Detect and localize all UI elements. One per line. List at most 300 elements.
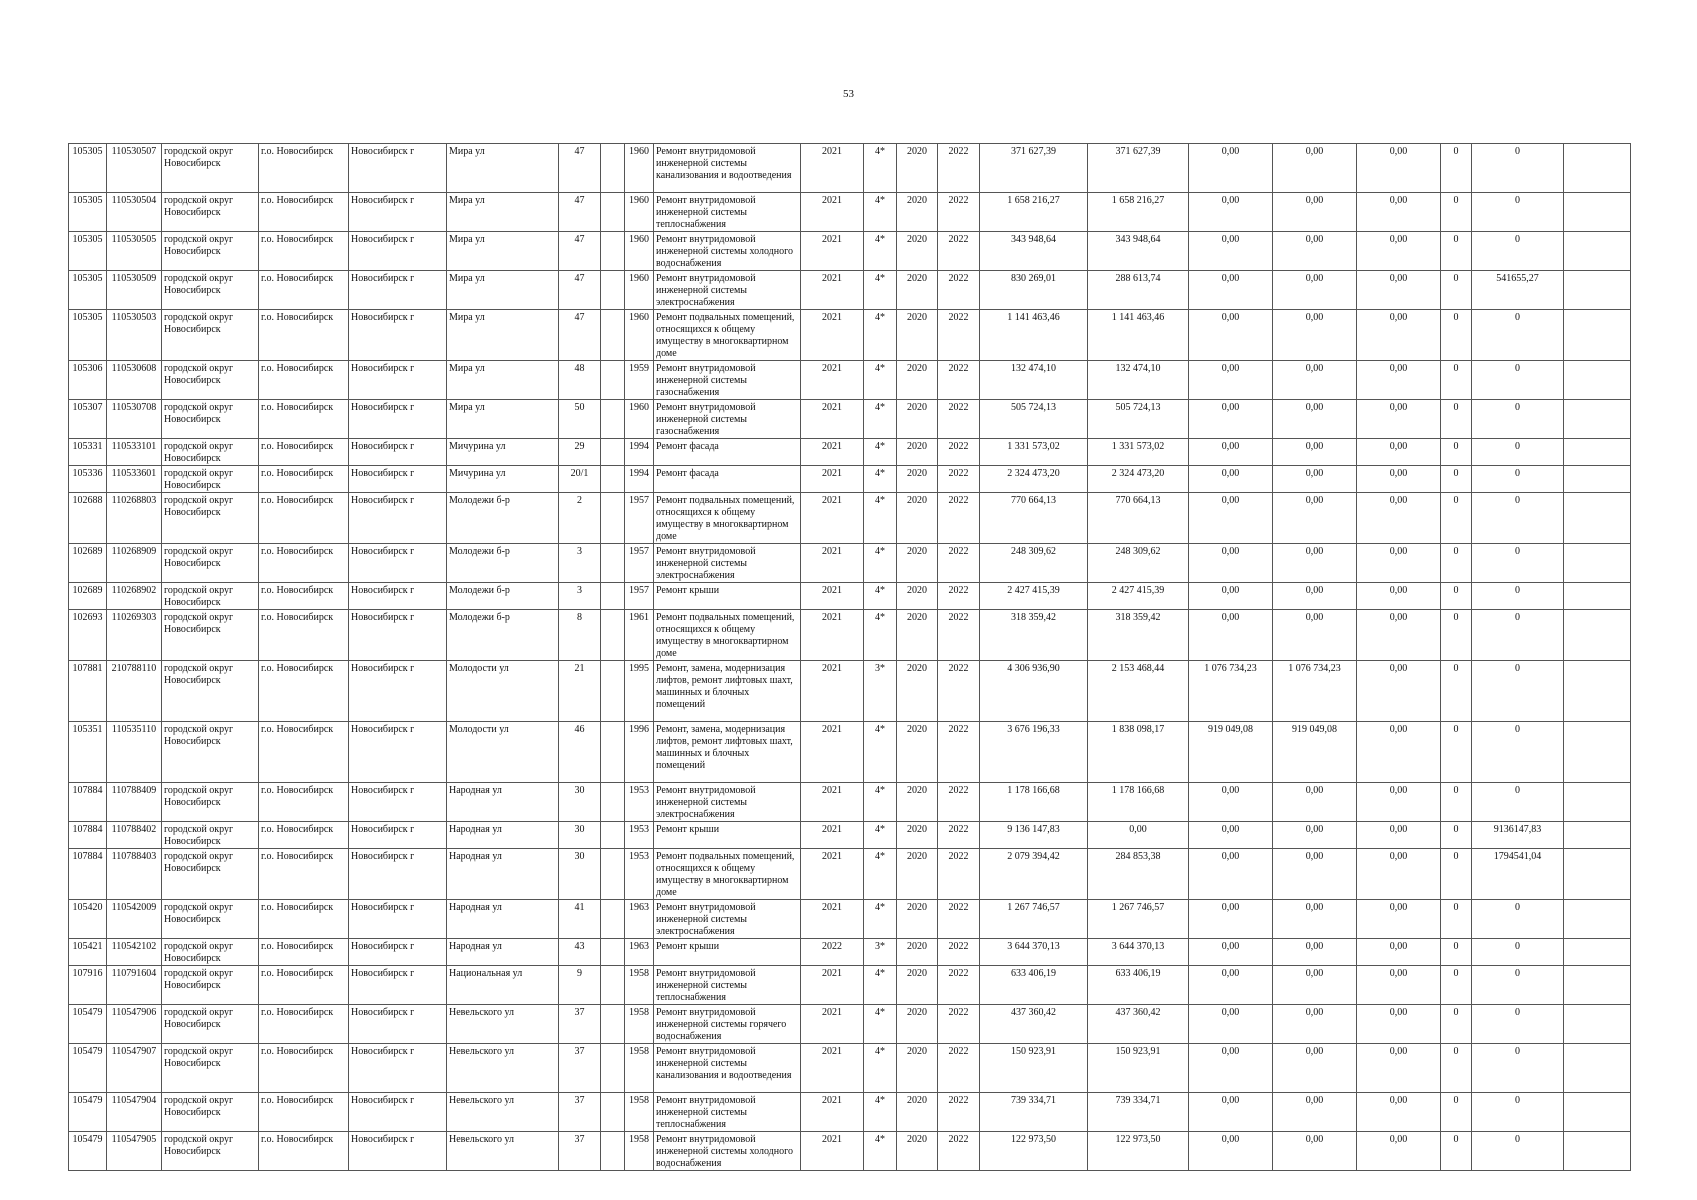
cell-fund-amount: 248 309,62	[1088, 544, 1189, 583]
cell-other-amount: 0	[1472, 361, 1564, 400]
cell-total-cost: 437 360,42	[980, 1005, 1088, 1044]
cell-federal-amount: 0,00	[1189, 966, 1273, 1005]
cell-start-year: 2020	[897, 1005, 938, 1044]
cell-local-amount: 0,00	[1357, 583, 1441, 610]
cell-local-amount: 0,00	[1357, 144, 1441, 193]
cell-record-id: 110533101	[107, 439, 162, 466]
cell-local-amount: 0,00	[1357, 232, 1441, 271]
cell-other-amount: 541655,27	[1472, 271, 1564, 310]
cell-owners-amount: 0	[1441, 1132, 1472, 1171]
cell-total-cost: 1 141 463,46	[980, 310, 1088, 361]
table-row	[69, 310, 1631, 361]
cell-municipality: городской округ Новосибирск	[162, 1005, 259, 1044]
cell-end-year: 2022	[938, 310, 980, 361]
cell-federal-amount: 0,00	[1189, 466, 1273, 493]
cell-record-id: 110791604	[107, 966, 162, 1005]
cell-work-type: Ремонт внутридомовой инженерной системы газоснабжения	[654, 361, 801, 400]
cell-local-amount: 0,00	[1357, 193, 1441, 232]
cell-local-amount: 0,00	[1357, 310, 1441, 361]
cell-municipality: городской округ Новосибирск	[162, 966, 259, 1005]
cell-fund-amount: 770 664,13	[1088, 493, 1189, 544]
cell-house-number: 47	[559, 271, 601, 310]
cell-year-built: 1957	[625, 493, 654, 544]
cell-end-year: 2022	[938, 1093, 980, 1132]
cell-regional-amount: 0,00	[1273, 466, 1357, 493]
cell-fund-amount: 1 141 463,46	[1088, 310, 1189, 361]
cell-plan-year: 2021	[801, 400, 864, 439]
cell-end-year: 2022	[938, 232, 980, 271]
cell-work-type: Ремонт внутридомовой инженерной системы электроснабжения	[654, 783, 801, 822]
cell-fund-amount: 0,00	[1088, 822, 1189, 849]
cell-regional-amount: 0,00	[1273, 400, 1357, 439]
cell-locality: Новосибирск г	[349, 939, 447, 966]
table-row	[69, 271, 1631, 310]
cell-street: Мира ул	[447, 193, 559, 232]
cell-note	[1564, 939, 1631, 966]
cell-plan-year: 2021	[801, 1044, 864, 1093]
cell-house-id: 105421	[69, 939, 107, 966]
cell-local-amount: 0,00	[1357, 939, 1441, 966]
cell-house-number: 3	[559, 583, 601, 610]
cell-local-amount: 0,00	[1357, 493, 1441, 544]
cell-other-amount: 0	[1472, 939, 1564, 966]
cell-district: г.о. Новосибирск	[259, 849, 349, 900]
cell-other-amount: 0	[1472, 900, 1564, 939]
cell-total-cost: 150 923,91	[980, 1044, 1088, 1093]
table-row	[69, 1005, 1631, 1044]
cell-end-year: 2022	[938, 966, 980, 1005]
cell-local-amount: 0,00	[1357, 849, 1441, 900]
cell-work-type: Ремонт, замена, модернизация лифтов, ремонт лифтовых шахт, машинных и блочных помещений	[654, 722, 801, 783]
cell-work-type: Ремонт внутридомовой инженерной системы электроснабжения	[654, 900, 801, 939]
cell-house-id: 107884	[69, 822, 107, 849]
cell-start-year: 2020	[897, 1044, 938, 1093]
cell-note	[1564, 544, 1631, 583]
cell-record-id: 110530507	[107, 144, 162, 193]
cell-fund-amount: 1 658 216,27	[1088, 193, 1189, 232]
cell-end-year: 2022	[938, 849, 980, 900]
cell-start-year: 2020	[897, 310, 938, 361]
cell-end-year: 2022	[938, 400, 980, 439]
cell-note	[1564, 610, 1631, 661]
cell-year-built: 1958	[625, 1044, 654, 1093]
cell-fund-amount: 2 427 415,39	[1088, 583, 1189, 610]
cell-local-amount: 0,00	[1357, 610, 1441, 661]
cell-building	[601, 610, 625, 661]
cell-municipality: городской округ Новосибирск	[162, 661, 259, 722]
cell-federal-amount: 0,00	[1189, 439, 1273, 466]
cell-note	[1564, 466, 1631, 493]
table-row	[69, 544, 1631, 583]
cell-end-year: 2022	[938, 271, 980, 310]
cell-building	[601, 966, 625, 1005]
cell-house-number: 37	[559, 1005, 601, 1044]
cell-start-year: 2020	[897, 271, 938, 310]
cell-note	[1564, 1005, 1631, 1044]
cell-other-amount: 0	[1472, 232, 1564, 271]
cell-year-built: 1957	[625, 544, 654, 583]
table-row	[69, 939, 1631, 966]
cell-house-number: 30	[559, 849, 601, 900]
cell-plan-year: 2021	[801, 1132, 864, 1171]
cell-total-cost: 1 658 216,27	[980, 193, 1088, 232]
cell-locality: Новосибирск г	[349, 661, 447, 722]
cell-year-built: 1996	[625, 722, 654, 783]
cell-note	[1564, 1093, 1631, 1132]
cell-regional-amount: 0,00	[1273, 583, 1357, 610]
cell-regional-amount: 0,00	[1273, 1132, 1357, 1171]
cell-regional-amount: 0,00	[1273, 1093, 1357, 1132]
cell-other-amount: 0	[1472, 144, 1564, 193]
cell-municipality: городской округ Новосибирск	[162, 1132, 259, 1171]
table-row	[69, 900, 1631, 939]
cell-building	[601, 1044, 625, 1093]
cell-record-id: 110542009	[107, 900, 162, 939]
cell-municipality: городской округ Новосибирск	[162, 939, 259, 966]
cell-end-year: 2022	[938, 1044, 980, 1093]
cell-end-year: 2022	[938, 661, 980, 722]
cell-other-amount: 0	[1472, 1093, 1564, 1132]
cell-house-id: 102688	[69, 493, 107, 544]
cell-record-id: 110268902	[107, 583, 162, 610]
cell-federal-amount: 0,00	[1189, 271, 1273, 310]
cell-house-number: 8	[559, 610, 601, 661]
cell-locality: Новосибирск г	[349, 310, 447, 361]
cell-start-year: 2020	[897, 822, 938, 849]
cell-regional-amount: 0,00	[1273, 1005, 1357, 1044]
cell-street: Молодости ул	[447, 722, 559, 783]
cell-building	[601, 661, 625, 722]
cell-regional-amount: 0,00	[1273, 439, 1357, 466]
cell-municipality: городской округ Новосибирск	[162, 544, 259, 583]
cell-building	[601, 722, 625, 783]
cell-end-year: 2022	[938, 439, 980, 466]
cell-plan-year: 2021	[801, 310, 864, 361]
cell-street: Невельского ул	[447, 1044, 559, 1093]
cell-municipality: городской округ Новосибирск	[162, 466, 259, 493]
cell-district: г.о. Новосибирск	[259, 144, 349, 193]
cell-work-type: Ремонт внутридомовой инженерной системы газоснабжения	[654, 400, 801, 439]
cell-other-amount: 0	[1472, 783, 1564, 822]
cell-note	[1564, 144, 1631, 193]
cell-local-amount: 0,00	[1357, 822, 1441, 849]
cell-work-type: Ремонт, замена, модернизация лифтов, ремонт лифтовых шахт, машинных и блочных помещений	[654, 661, 801, 722]
cell-fund-amount: 3 644 370,13	[1088, 939, 1189, 966]
cell-regional-amount: 0,00	[1273, 939, 1357, 966]
cell-total-cost: 2 324 473,20	[980, 466, 1088, 493]
cell-owners-amount: 0	[1441, 1093, 1472, 1132]
cell-work-type: Ремонт подвальных помещений, относящихся к общему имуществу в многоквартирном доме	[654, 310, 801, 361]
cell-district: г.о. Новосибирск	[259, 1093, 349, 1132]
cell-start-year: 2020	[897, 783, 938, 822]
cell-fund-amount: 122 973,50	[1088, 1132, 1189, 1171]
cell-priority: 4*	[864, 900, 897, 939]
cell-municipality: городской округ Новосибирск	[162, 1044, 259, 1093]
cell-total-cost: 4 306 936,90	[980, 661, 1088, 722]
cell-record-id: 110788409	[107, 783, 162, 822]
cell-building	[601, 783, 625, 822]
cell-priority: 4*	[864, 400, 897, 439]
cell-record-id: 110547906	[107, 1005, 162, 1044]
cell-local-amount: 0,00	[1357, 783, 1441, 822]
cell-house-id: 105420	[69, 900, 107, 939]
cell-other-amount: 0	[1472, 193, 1564, 232]
cell-house-id: 107916	[69, 966, 107, 1005]
cell-total-cost: 3 676 196,33	[980, 722, 1088, 783]
cell-house-number: 50	[559, 400, 601, 439]
cell-house-number: 46	[559, 722, 601, 783]
cell-start-year: 2020	[897, 232, 938, 271]
table-row	[69, 583, 1631, 610]
cell-plan-year: 2021	[801, 193, 864, 232]
cell-district: г.о. Новосибирск	[259, 610, 349, 661]
cell-regional-amount: 0,00	[1273, 232, 1357, 271]
cell-end-year: 2022	[938, 544, 980, 583]
cell-fund-amount: 1 331 573,02	[1088, 439, 1189, 466]
cell-street: Невельского ул	[447, 1093, 559, 1132]
cell-regional-amount: 0,00	[1273, 822, 1357, 849]
cell-district: г.о. Новосибирск	[259, 439, 349, 466]
cell-plan-year: 2021	[801, 722, 864, 783]
cell-end-year: 2022	[938, 1005, 980, 1044]
cell-total-cost: 343 948,64	[980, 232, 1088, 271]
cell-district: г.о. Новосибирск	[259, 466, 349, 493]
cell-plan-year: 2021	[801, 271, 864, 310]
table-row	[69, 361, 1631, 400]
cell-other-amount: 0	[1472, 1044, 1564, 1093]
cell-street: Молодежи б-р	[447, 544, 559, 583]
cell-note	[1564, 310, 1631, 361]
cell-start-year: 2020	[897, 661, 938, 722]
cell-note	[1564, 493, 1631, 544]
cell-priority: 4*	[864, 822, 897, 849]
cell-street: Мира ул	[447, 144, 559, 193]
cell-owners-amount: 0	[1441, 493, 1472, 544]
cell-fund-amount: 150 923,91	[1088, 1044, 1189, 1093]
cell-house-number: 41	[559, 900, 601, 939]
cell-local-amount: 0,00	[1357, 1044, 1441, 1093]
cell-regional-amount: 0,00	[1273, 610, 1357, 661]
cell-end-year: 2022	[938, 193, 980, 232]
cell-locality: Новосибирск г	[349, 544, 447, 583]
cell-end-year: 2022	[938, 493, 980, 544]
cell-regional-amount: 0,00	[1273, 271, 1357, 310]
cell-street: Народная ул	[447, 849, 559, 900]
cell-note	[1564, 849, 1631, 900]
cell-plan-year: 2021	[801, 232, 864, 271]
cell-building	[601, 900, 625, 939]
cell-note	[1564, 966, 1631, 1005]
cell-district: г.о. Новосибирск	[259, 493, 349, 544]
cell-district: г.о. Новосибирск	[259, 783, 349, 822]
cell-local-amount: 0,00	[1357, 466, 1441, 493]
cell-work-type: Ремонт крыши	[654, 822, 801, 849]
cell-start-year: 2020	[897, 939, 938, 966]
cell-work-type: Ремонт внутридомовой инженерной системы канализования и водоотведения	[654, 1044, 801, 1093]
cell-work-type: Ремонт внутридомовой инженерной системы теплоснабжения	[654, 966, 801, 1005]
table-row	[69, 849, 1631, 900]
cell-street: Молодости ул	[447, 661, 559, 722]
cell-record-id: 110530608	[107, 361, 162, 400]
cell-plan-year: 2021	[801, 583, 864, 610]
cell-house-id: 102689	[69, 544, 107, 583]
cell-other-amount: 0	[1472, 661, 1564, 722]
cell-owners-amount: 0	[1441, 610, 1472, 661]
cell-note	[1564, 661, 1631, 722]
cell-total-cost: 122 973,50	[980, 1132, 1088, 1171]
cell-fund-amount: 437 360,42	[1088, 1005, 1189, 1044]
cell-house-id: 105305	[69, 271, 107, 310]
cell-house-number: 43	[559, 939, 601, 966]
cell-fund-amount: 2 324 473,20	[1088, 466, 1189, 493]
cell-fund-amount: 371 627,39	[1088, 144, 1189, 193]
cell-end-year: 2022	[938, 783, 980, 822]
cell-locality: Новосибирск г	[349, 610, 447, 661]
cell-note	[1564, 400, 1631, 439]
cell-street: Народная ул	[447, 783, 559, 822]
cell-other-amount: 0	[1472, 493, 1564, 544]
cell-house-number: 47	[559, 193, 601, 232]
cell-owners-amount: 0	[1441, 439, 1472, 466]
cell-other-amount: 0	[1472, 466, 1564, 493]
cell-priority: 4*	[864, 610, 897, 661]
cell-priority: 4*	[864, 361, 897, 400]
cell-federal-amount: 0,00	[1189, 310, 1273, 361]
cell-street: Молодежи б-р	[447, 610, 559, 661]
cell-other-amount: 0	[1472, 1005, 1564, 1044]
cell-owners-amount: 0	[1441, 583, 1472, 610]
cell-record-id: 210788110	[107, 661, 162, 722]
cell-federal-amount: 0,00	[1189, 232, 1273, 271]
cell-work-type: Ремонт внутридомовой инженерной системы теплоснабжения	[654, 1093, 801, 1132]
page-number: 53	[843, 88, 854, 100]
cell-start-year: 2020	[897, 144, 938, 193]
table-row	[69, 822, 1631, 849]
cell-record-id: 110269303	[107, 610, 162, 661]
cell-locality: Новосибирск г	[349, 783, 447, 822]
cell-building	[601, 400, 625, 439]
table-row	[69, 661, 1631, 722]
cell-year-built: 1953	[625, 783, 654, 822]
cell-fund-amount: 1 267 746,57	[1088, 900, 1189, 939]
table-row	[69, 722, 1631, 783]
cell-locality: Новосибирск г	[349, 439, 447, 466]
table-row	[69, 439, 1631, 466]
cell-work-type: Ремонт подвальных помещений, относящихся к общему имуществу в многоквартирном доме	[654, 849, 801, 900]
table-row	[69, 1044, 1631, 1093]
cell-note	[1564, 439, 1631, 466]
cell-work-type: Ремонт внутридомовой инженерной системы горячего водоснабжения	[654, 1005, 801, 1044]
cell-street: Мира ул	[447, 271, 559, 310]
cell-federal-amount: 0,00	[1189, 1132, 1273, 1171]
cell-house-id: 105305	[69, 144, 107, 193]
cell-year-built: 1963	[625, 900, 654, 939]
cell-record-id: 110542102	[107, 939, 162, 966]
cell-start-year: 2020	[897, 849, 938, 900]
cell-district: г.о. Новосибирск	[259, 361, 349, 400]
cell-building	[601, 361, 625, 400]
cell-start-year: 2020	[897, 900, 938, 939]
cell-local-amount: 0,00	[1357, 271, 1441, 310]
cell-federal-amount: 0,00	[1189, 400, 1273, 439]
cell-priority: 4*	[864, 1044, 897, 1093]
cell-note	[1564, 783, 1631, 822]
cell-work-type: Ремонт внутридомовой инженерной системы электроснабжения	[654, 544, 801, 583]
cell-locality: Новосибирск г	[349, 1132, 447, 1171]
cell-note	[1564, 232, 1631, 271]
cell-fund-amount: 739 334,71	[1088, 1093, 1189, 1132]
cell-house-id: 105305	[69, 193, 107, 232]
cell-district: г.о. Новосибирск	[259, 661, 349, 722]
cell-federal-amount: 0,00	[1189, 822, 1273, 849]
cell-municipality: городской округ Новосибирск	[162, 144, 259, 193]
cell-plan-year: 2021	[801, 661, 864, 722]
cell-street: Молодежи б-р	[447, 493, 559, 544]
cell-regional-amount: 0,00	[1273, 1044, 1357, 1093]
cell-work-type: Ремонт внутридомовой инженерной системы канализования и водоотведения	[654, 144, 801, 193]
cell-building	[601, 466, 625, 493]
cell-plan-year: 2021	[801, 544, 864, 583]
cell-locality: Новосибирск г	[349, 493, 447, 544]
cell-year-built: 1958	[625, 1132, 654, 1171]
cell-street: Народная ул	[447, 939, 559, 966]
cell-local-amount: 0,00	[1357, 439, 1441, 466]
cell-priority: 4*	[864, 466, 897, 493]
cell-municipality: городской округ Новосибирск	[162, 822, 259, 849]
cell-start-year: 2020	[897, 966, 938, 1005]
cell-regional-amount: 0,00	[1273, 493, 1357, 544]
cell-house-number: 2	[559, 493, 601, 544]
cell-owners-amount: 0	[1441, 849, 1472, 900]
cell-federal-amount: 0,00	[1189, 783, 1273, 822]
cell-street: Невельского ул	[447, 1005, 559, 1044]
cell-record-id: 110547907	[107, 1044, 162, 1093]
cell-regional-amount: 0,00	[1273, 900, 1357, 939]
cell-municipality: городской округ Новосибирск	[162, 232, 259, 271]
cell-fund-amount: 505 724,13	[1088, 400, 1189, 439]
cell-note	[1564, 193, 1631, 232]
cell-regional-amount: 0,00	[1273, 144, 1357, 193]
cell-plan-year: 2021	[801, 900, 864, 939]
cell-regional-amount: 1 076 734,23	[1273, 661, 1357, 722]
cell-work-type: Ремонт фасада	[654, 439, 801, 466]
cell-street: Мичурина ул	[447, 466, 559, 493]
cell-house-id: 105479	[69, 1005, 107, 1044]
cell-municipality: городской округ Новосибирск	[162, 493, 259, 544]
cell-total-cost: 505 724,13	[980, 400, 1088, 439]
cell-record-id: 110530504	[107, 193, 162, 232]
cell-house-number: 3	[559, 544, 601, 583]
cell-street: Молодежи б-р	[447, 583, 559, 610]
cell-priority: 4*	[864, 193, 897, 232]
cell-other-amount: 0	[1472, 439, 1564, 466]
cell-total-cost: 739 334,71	[980, 1093, 1088, 1132]
cell-fund-amount: 288 613,74	[1088, 271, 1189, 310]
cell-priority: 4*	[864, 722, 897, 783]
cell-owners-amount: 0	[1441, 783, 1472, 822]
cell-federal-amount: 0,00	[1189, 583, 1273, 610]
cell-other-amount: 0	[1472, 610, 1564, 661]
cell-note	[1564, 1132, 1631, 1171]
cell-federal-amount: 0,00	[1189, 544, 1273, 583]
cell-note	[1564, 722, 1631, 783]
cell-year-built: 1960	[625, 400, 654, 439]
cell-other-amount: 1794541,04	[1472, 849, 1564, 900]
cell-plan-year: 2021	[801, 466, 864, 493]
cell-regional-amount: 0,00	[1273, 361, 1357, 400]
cell-work-type: Ремонт крыши	[654, 939, 801, 966]
cell-start-year: 2020	[897, 722, 938, 783]
